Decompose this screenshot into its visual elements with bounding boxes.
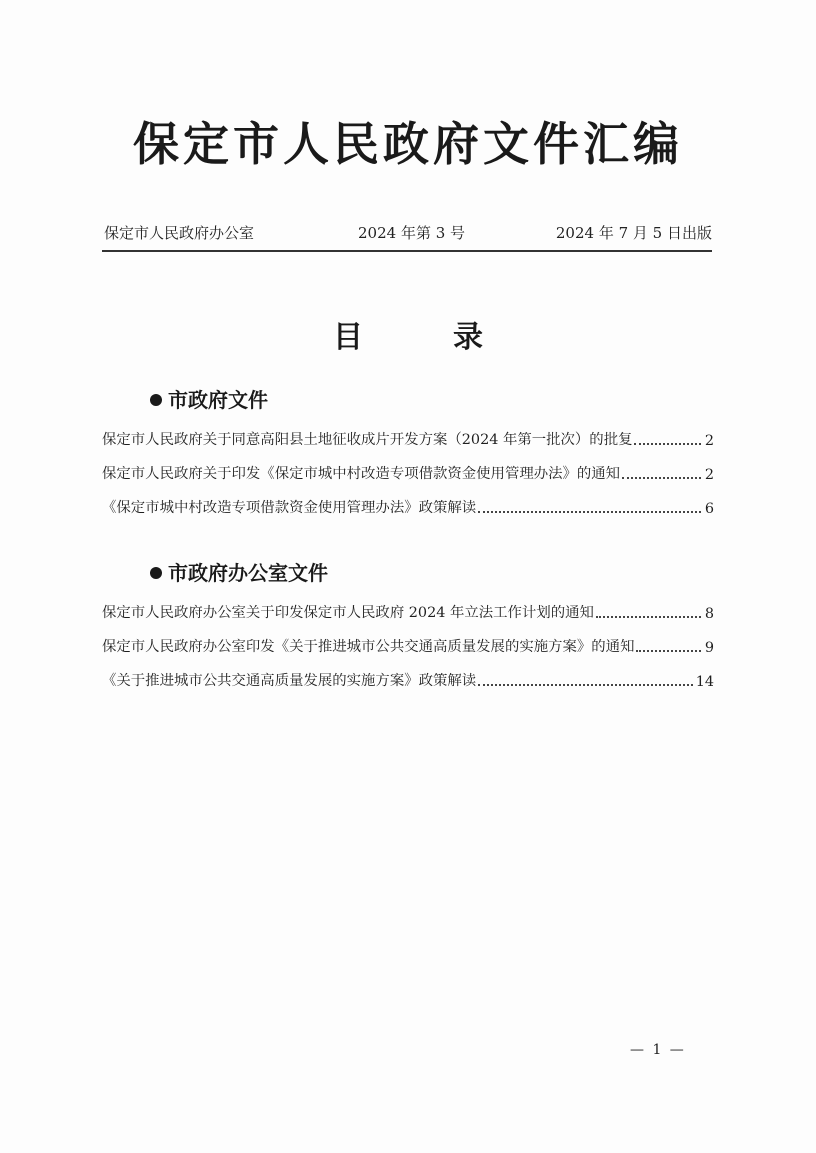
toc-entry-page: 2 [704, 467, 714, 483]
dot-leader [622, 477, 701, 479]
bullet-icon [150, 567, 162, 579]
bullet-icon [150, 394, 162, 406]
dot-leader [478, 684, 693, 686]
toc-entry[interactable] [102, 656, 714, 690]
issue-number: 2024 年第 3 号 [358, 224, 466, 242]
toc-entry-title: 保定市人民政府办公室关于印发保定市人民政府 2024 年立法工作计划的通知 [102, 605, 594, 621]
toc-title-left: 目 [333, 320, 363, 355]
header-divider [102, 250, 712, 252]
toc-entry-title: 保定市人民政府关于同意高阳县土地征收成片开发方案（2024 年第一批次）的批复 [102, 432, 633, 448]
page-number: — 1 — [630, 1042, 686, 1058]
toc-entry-page: 8 [704, 606, 714, 622]
toc-entry-title: 《保定市城中村改造专项借款资金使用管理办法》政策解读 [102, 500, 477, 516]
dot-leader [596, 616, 701, 618]
toc-entry[interactable] [102, 415, 714, 449]
dot-leader [636, 650, 701, 652]
toc-entry-title: 保定市人民政府关于印发《保定市城中村改造专项借款资金使用管理办法》的通知 [102, 466, 621, 482]
section-heading [150, 558, 714, 588]
section-heading-text: 市政府办公室文件 [168, 561, 328, 585]
section-heading [150, 385, 714, 415]
toc-section-municipal-government [102, 385, 714, 517]
toc-entry[interactable] [102, 449, 714, 483]
toc-title-right: 录 [453, 320, 483, 355]
toc-entry-page: 2 [704, 433, 714, 449]
issuing-office: 保定市人民政府办公室 [104, 224, 255, 242]
toc-entry-page: 6 [704, 501, 714, 517]
toc-entry-page: 14 [695, 674, 714, 690]
dot-leader [478, 511, 701, 513]
toc-entry-title: 《关于推进城市公共交通高质量发展的实施方案》政策解读 [102, 673, 477, 689]
section-heading-text: 市政府文件 [168, 388, 268, 412]
dot-leader [634, 443, 701, 445]
toc-entry-title: 保定市人民政府办公室印发《关于推进城市公共交通高质量发展的实施方案》的通知 [102, 639, 635, 655]
masthead-title: 保定市人民政府文件汇编 [133, 117, 683, 171]
toc-section-government-office [102, 558, 714, 690]
toc-entry[interactable] [102, 588, 714, 622]
toc-entry[interactable] [102, 483, 714, 517]
toc-entry[interactable] [102, 622, 714, 656]
toc-title [0, 312, 816, 356]
toc-entry-page: 9 [704, 640, 714, 656]
issue-info-line [102, 222, 712, 244]
publication-date: 2024 年 7 月 5 日出版 [555, 224, 712, 242]
